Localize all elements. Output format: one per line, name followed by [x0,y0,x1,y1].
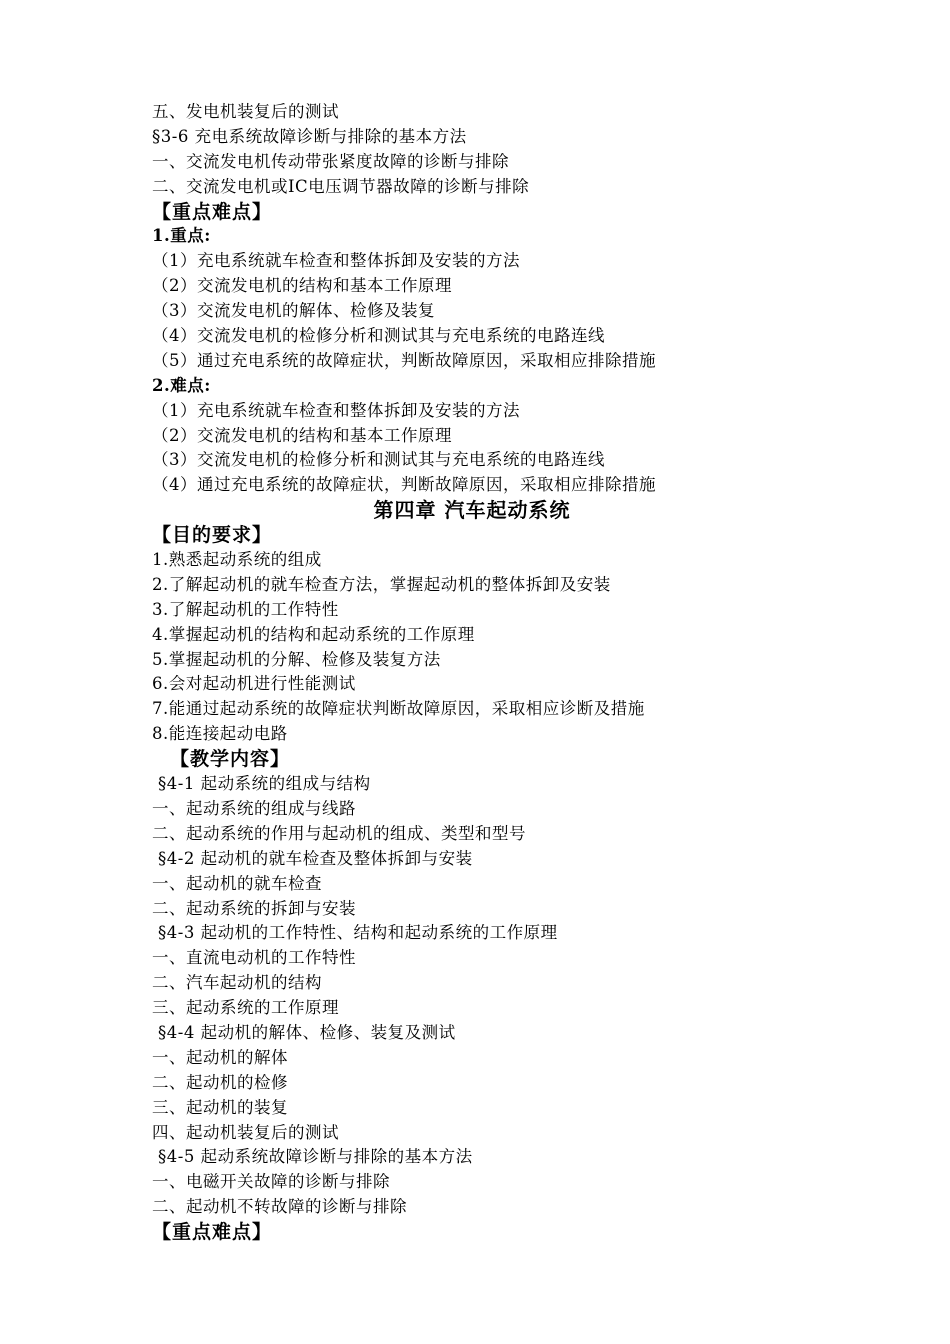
list-item: 3.了解起动机的工作特性 [152,599,339,619]
text-line: 三、起动系统的工作原理 [152,998,339,1018]
list-item: （1）充电系统就车检查和整体拆卸及安装的方法 [152,251,520,271]
section-heading: §4-4 起动机的解体、检修、装复及测试 [158,1022,456,1042]
list-item: 1.熟悉起动系统的组成 [152,550,322,570]
list-item: 7.能通过起动系统的故障症状判断故障原因，采取相应诊断及措施 [152,699,645,719]
text-line: 一、直流电动机的工作特性 [152,948,356,968]
section-heading: §4-5 起动系统故障诊断与排除的基本方法 [158,1147,473,1167]
bracket-heading: 【目的要求】 [152,524,273,547]
bracket-heading: 【重点难点】 [152,200,273,223]
subheading-key-points: 1.重点: [152,226,211,246]
document-page [152,100,792,1245]
text-line: 二、汽车起动机的结构 [152,973,322,993]
section-heading: §4-1 起动系统的组成与结构 [158,774,371,794]
list-item: （5）通过充电系统的故障症状，判断故障原因，采取相应排除措施 [152,350,656,370]
text-line: 二、起动系统的拆卸与安装 [152,898,356,918]
list-item: （3）交流发电机的解体、检修及装复 [152,301,435,321]
text-line: 二、起动系统的作用与起动机的组成、类型和型号 [152,823,526,843]
list-item: （1）充电系统就车检查和整体拆卸及安装的方法 [152,400,520,420]
list-item: （2）交流发电机的结构和基本工作原理 [152,425,452,445]
text-line: 二、交流发电机或IC电压调节器故障的诊断与排除 [152,176,530,196]
list-item: 5.掌握起动机的分解、检修及装复方法 [152,649,441,669]
list-item: 8.能连接起动电路 [152,724,288,744]
text-line: 二、起动机的检修 [152,1072,288,1092]
section-heading: §3-6 充电系统故障诊断与排除的基本方法 [152,126,467,146]
chapter-title: 第四章 汽车起动系统 [373,498,571,523]
text-line: 三、起动机的装复 [152,1097,288,1117]
text-line: 二、起动机不转故障的诊断与排除 [152,1197,407,1217]
text-line: 五、发电机装复后的测试 [152,102,339,121]
bracket-heading: 【重点难点】 [152,1221,273,1244]
text-line: 一、起动系统的组成与线路 [152,798,356,818]
bracket-heading: 【教学内容】 [170,748,291,771]
list-item: 4.掌握起动机的结构和起动系统的工作原理 [152,624,475,644]
text-line: 四、起动机装复后的测试 [152,1122,339,1142]
list-item: （3）交流发电机的检修分析和测试其与充电系统的电路连线 [152,450,605,470]
list-item: （4）交流发电机的检修分析和测试其与充电系统的电路连线 [152,326,605,346]
list-item: 6.会对起动机进行性能测试 [152,674,356,694]
subheading-difficulties: 2.难点: [152,375,211,395]
text-line: 一、交流发电机传动带张紧度故障的诊断与排除 [152,151,509,171]
section-heading: §4-3 起动机的工作特性、结构和起动系统的工作原理 [158,923,558,943]
text-line: 一、起动机的就车检查 [152,873,322,893]
list-item: 2.了解起动机的就车检查方法，掌握起动机的整体拆卸及安装 [152,574,611,594]
list-item: （2）交流发电机的结构和基本工作原理 [152,276,452,296]
list-item: （4）通过充电系统的故障症状，判断故障原因，采取相应排除措施 [152,475,656,495]
text-line: 一、起动机的解体 [152,1047,288,1067]
text-line: 一、电磁开关故障的诊断与排除 [152,1172,390,1192]
section-heading: §4-2 起动机的就车检查及整体拆卸与安装 [158,848,473,868]
